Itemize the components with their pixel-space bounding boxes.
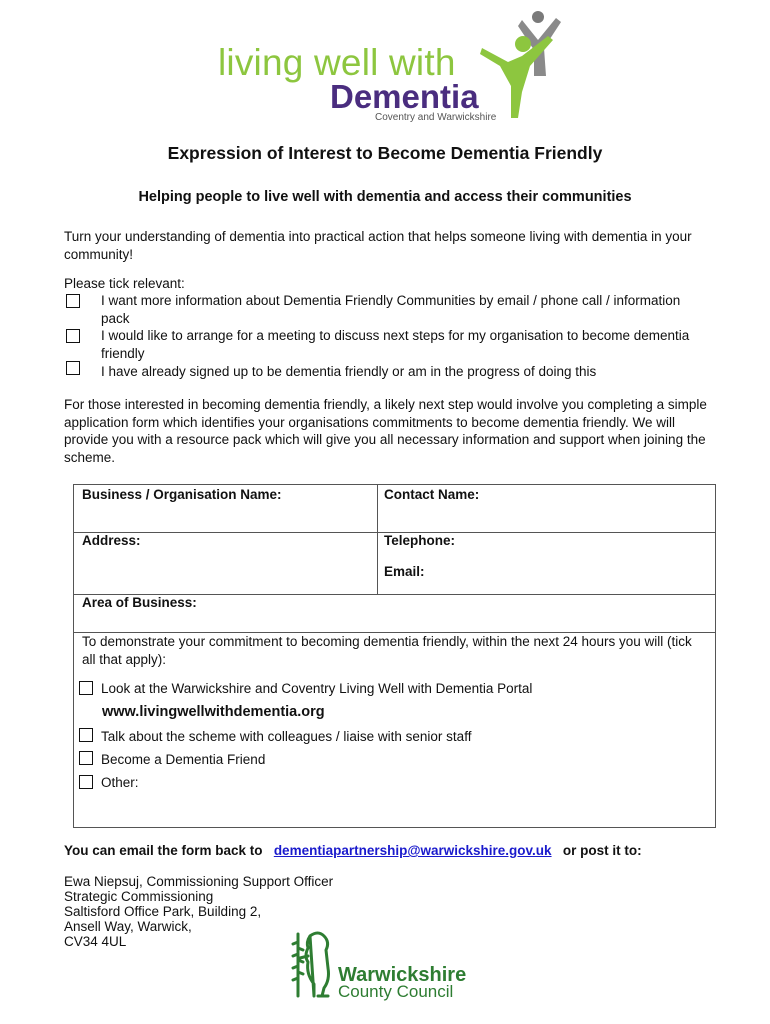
option-1-checkbox[interactable] (66, 294, 80, 308)
commitment-3-label: Become a Dementia Friend (101, 752, 266, 767)
commitment-2-checkbox[interactable] (79, 728, 93, 742)
other-field[interactable] (146, 774, 706, 822)
option-1-label: I want more information about Dementia Friendly Communities by email / phone call / information pack (101, 293, 681, 326)
option-2-label: I would like to arrange for a meeting to discuss next steps for my organisation to become dementia friendly (101, 328, 690, 361)
details-form-table (73, 484, 716, 828)
commitment-text: To demonstrate your commitment to becoming dementia friendly, within the next 24 hours you will (tick all that apply): (82, 634, 692, 667)
address-line: Saltisford Office Park, Building 2, (64, 904, 262, 919)
people-figure-icon (478, 6, 578, 124)
address-line: Ewa Niepsuj, Commissioning Support Officer (64, 874, 334, 889)
return-suffix: or post it to: (562, 843, 642, 858)
tick-prompt: Please tick relevant: (64, 276, 185, 291)
return-email-link[interactable]: dementiapartnership@warwickshire.gov.uk (273, 843, 552, 858)
address-field[interactable] (76, 551, 374, 591)
logo-text-line2: Dementia (330, 78, 479, 115)
business-name-label: Business / Organisation Name: (82, 487, 282, 502)
return-instructions (64, 843, 642, 858)
return-prefix: You can email the form back to (64, 843, 263, 858)
business-name-field[interactable] (76, 505, 374, 530)
address-line: Ansell Way, Warwick, (64, 919, 192, 934)
commitment-4-checkbox[interactable] (79, 775, 93, 789)
area-of-business-field[interactable] (214, 595, 712, 629)
option-3-label: I have already signed up to be dementia friendly or am in the progress of doing this (101, 364, 597, 379)
commitment-1-label: Look at the Warwickshire and Coventry Living Well with Dementia Portal (101, 681, 533, 696)
telephone-label: Telephone: (384, 533, 456, 548)
logo-text-line1: living well with (218, 42, 456, 83)
council-name-line2: County Council (338, 982, 454, 1001)
address-line: CV34 4UL (64, 934, 127, 949)
commitment-2-label: Talk about the scheme with colleagues / liaise with senior staff (101, 729, 472, 744)
page-subtitle: Helping people to live well with dementia and access their communities (138, 189, 632, 205)
email-label: Email: (384, 564, 425, 579)
address-line: Strategic Commissioning (64, 889, 214, 904)
contact-name-field[interactable] (380, 505, 712, 530)
address-label: Address: (82, 533, 141, 548)
next-step-paragraph: For those interested in becoming dementia friendly, a likely next step would involve you completing a simple application form which identifies your organisations commitments to become dementia friendly. We will provide you with a resource pack which will give you all necessary information and support when joining the scheme. (64, 397, 707, 465)
council-name-line1: Warwickshire (338, 964, 467, 986)
commitment-3-checkbox[interactable] (79, 751, 93, 765)
area-of-business-label: Area of Business: (82, 595, 197, 610)
intro-paragraph: Turn your understanding of dementia into practical action that helps someone living with dementia in your community! (64, 229, 692, 262)
commitment-4-label: Other: (101, 775, 139, 790)
option-2-checkbox[interactable] (66, 329, 80, 343)
column-divider (377, 485, 378, 594)
portal-url[interactable]: www.livingwellwithdementia.org (102, 704, 325, 720)
commitment-1-checkbox[interactable] (79, 681, 93, 695)
email-field[interactable] (434, 564, 712, 582)
option-3-checkbox[interactable] (66, 361, 80, 375)
telephone-field[interactable] (474, 533, 712, 551)
logo-text-line3: Coventry and Warwickshire (375, 112, 497, 123)
page-title: Expression of Interest to Become Dementia Friendly (167, 143, 603, 163)
bear-and-ragged-staff-icon (288, 928, 336, 1000)
contact-name-label: Contact Name: (384, 487, 480, 502)
